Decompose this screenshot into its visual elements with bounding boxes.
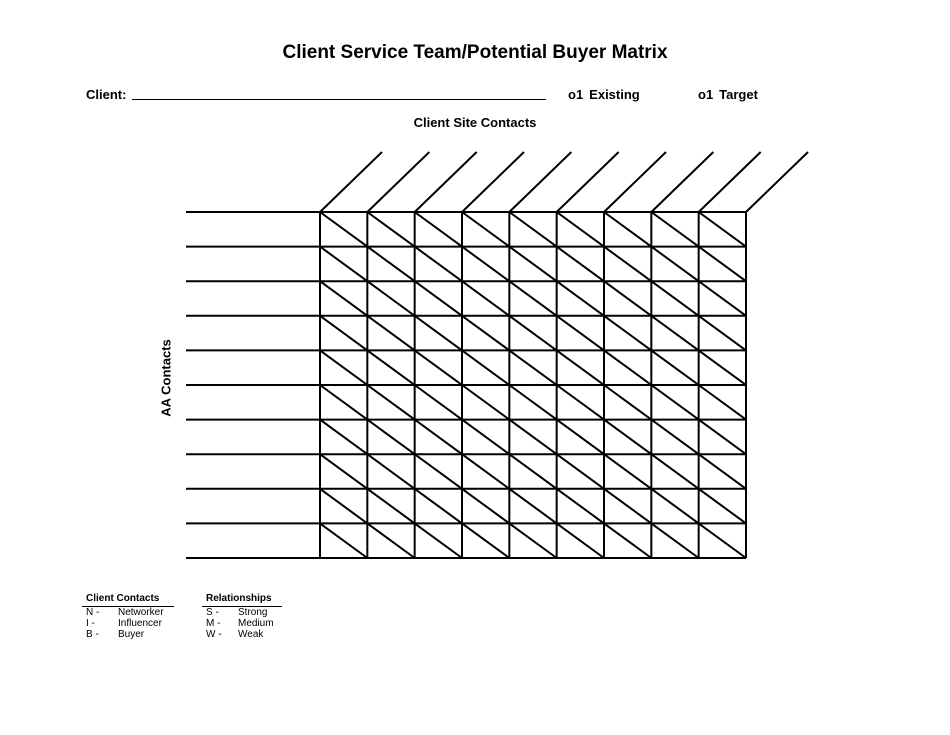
cell-diagonal (604, 489, 651, 524)
column-header-slant (462, 152, 524, 212)
cell-diagonal (651, 523, 698, 558)
legend-item (202, 629, 282, 640)
cell-diagonal (415, 281, 462, 316)
cell-diagonal (509, 247, 556, 282)
legend-relationships-title: Relationships (202, 593, 282, 607)
cell-diagonal (462, 350, 509, 385)
cell-diagonal (557, 212, 604, 247)
legend-item (202, 607, 282, 618)
cell-diagonal (462, 281, 509, 316)
target-label: Target (719, 87, 758, 102)
cell-diagonal (462, 523, 509, 558)
legend-item (202, 618, 282, 629)
cell-diagonal (699, 350, 746, 385)
cell-diagonal (509, 212, 556, 247)
cell-diagonal (651, 420, 698, 455)
cell-diagonal (367, 212, 414, 247)
cell-diagonal (415, 523, 462, 558)
cell-diagonal (462, 316, 509, 351)
cell-diagonal (462, 385, 509, 420)
cell-diagonal (320, 523, 367, 558)
legend-client-contacts-title: Client Contacts (82, 593, 174, 607)
cell-diagonal (699, 385, 746, 420)
cell-diagonal (604, 420, 651, 455)
cell-diagonal (557, 247, 604, 282)
legend-text: Influencer (118, 618, 162, 629)
cell-diagonal (320, 489, 367, 524)
cell-diagonal (651, 212, 698, 247)
cell-diagonal (509, 454, 556, 489)
cell-diagonal (651, 385, 698, 420)
cell-diagonal (699, 247, 746, 282)
legend-text: Weak (238, 629, 264, 640)
cell-diagonal (415, 350, 462, 385)
cell-diagonal (557, 350, 604, 385)
cell-diagonal (651, 350, 698, 385)
cell-diagonal (415, 420, 462, 455)
column-header-slant (604, 152, 666, 212)
cell-diagonal (367, 454, 414, 489)
cell-diagonal (509, 385, 556, 420)
cell-diagonal (557, 281, 604, 316)
cell-diagonal (367, 523, 414, 558)
legend-text: Networker (118, 607, 164, 618)
column-header-slant (320, 152, 382, 212)
cell-diagonal (604, 523, 651, 558)
cell-diagonal (509, 350, 556, 385)
cell-diagonal (604, 316, 651, 351)
legend-code: W - (206, 629, 222, 640)
legend-code: M - (206, 618, 221, 629)
cell-diagonal (509, 316, 556, 351)
cell-diagonal (462, 247, 509, 282)
legend-item (82, 607, 174, 618)
legend-code: S - (206, 607, 219, 618)
cell-diagonal (604, 454, 651, 489)
legend-item (82, 618, 174, 629)
column-header-slant (651, 152, 713, 212)
cell-diagonal (320, 281, 367, 316)
target-checkbox[interactable]: o1 (698, 87, 714, 102)
page-title: Client Service Team/Potential Buyer Matrix (282, 42, 668, 63)
cell-diagonal (320, 454, 367, 489)
legend-text: Medium (238, 618, 274, 629)
cell-diagonal (557, 385, 604, 420)
column-header-slant (699, 152, 761, 212)
cell-diagonal (699, 523, 746, 558)
cell-diagonal (699, 281, 746, 316)
cell-diagonal (367, 385, 414, 420)
cell-diagonal (367, 350, 414, 385)
cell-diagonal (415, 454, 462, 489)
cell-diagonal (320, 212, 367, 247)
cell-diagonal (557, 523, 604, 558)
cell-diagonal (604, 247, 651, 282)
legend-code: I - (86, 618, 95, 629)
cell-diagonal (604, 212, 651, 247)
cell-diagonal (509, 281, 556, 316)
existing-label: Existing (589, 87, 640, 102)
legend-item (82, 629, 174, 640)
cell-diagonal (320, 420, 367, 455)
cell-diagonal (462, 212, 509, 247)
cell-diagonal (320, 385, 367, 420)
cell-diagonal (367, 316, 414, 351)
cell-diagonal (699, 212, 746, 247)
column-header-slant (509, 152, 571, 212)
cell-diagonal (651, 247, 698, 282)
cell-diagonal (367, 489, 414, 524)
cell-diagonal (651, 489, 698, 524)
cell-diagonal (651, 316, 698, 351)
cell-diagonal (320, 350, 367, 385)
cell-diagonal (557, 316, 604, 351)
column-header-slant (746, 152, 808, 212)
cell-diagonal (699, 454, 746, 489)
cell-diagonal (509, 523, 556, 558)
cell-diagonal (699, 489, 746, 524)
cell-diagonal (415, 316, 462, 351)
column-header-slant (557, 152, 619, 212)
cell-diagonal (415, 489, 462, 524)
cell-diagonal (320, 316, 367, 351)
cell-diagonal (557, 489, 604, 524)
cell-diagonal (367, 247, 414, 282)
existing-checkbox[interactable]: o1 (568, 87, 584, 102)
cell-diagonal (367, 281, 414, 316)
legend-code: B - (86, 629, 99, 640)
cell-diagonal (415, 247, 462, 282)
column-header-slant (367, 152, 429, 212)
cell-diagonal (557, 454, 604, 489)
cell-diagonal (604, 350, 651, 385)
cell-diagonal (509, 420, 556, 455)
cell-diagonal (604, 385, 651, 420)
cell-diagonal (604, 281, 651, 316)
cell-diagonal (462, 489, 509, 524)
cell-diagonal (509, 489, 556, 524)
cell-diagonal (699, 316, 746, 351)
cell-diagonal (367, 420, 414, 455)
cell-diagonal (320, 247, 367, 282)
cell-diagonal (651, 454, 698, 489)
cell-diagonal (462, 420, 509, 455)
cell-diagonal (699, 420, 746, 455)
legend-relationships (202, 593, 282, 640)
cell-diagonal (651, 281, 698, 316)
row-header: AA Contacts (158, 339, 174, 417)
column-header-slant (415, 152, 477, 212)
column-header: Client Site Contacts (413, 115, 537, 130)
legend-text: Strong (238, 607, 268, 618)
cell-diagonal (415, 385, 462, 420)
client-label: Client: (86, 87, 127, 102)
legend-text: Buyer (118, 629, 145, 640)
legend-code: N - (86, 607, 100, 618)
cell-diagonal (462, 454, 509, 489)
legend-client-contacts (82, 593, 174, 640)
cell-diagonal (557, 420, 604, 455)
cell-diagonal (415, 212, 462, 247)
